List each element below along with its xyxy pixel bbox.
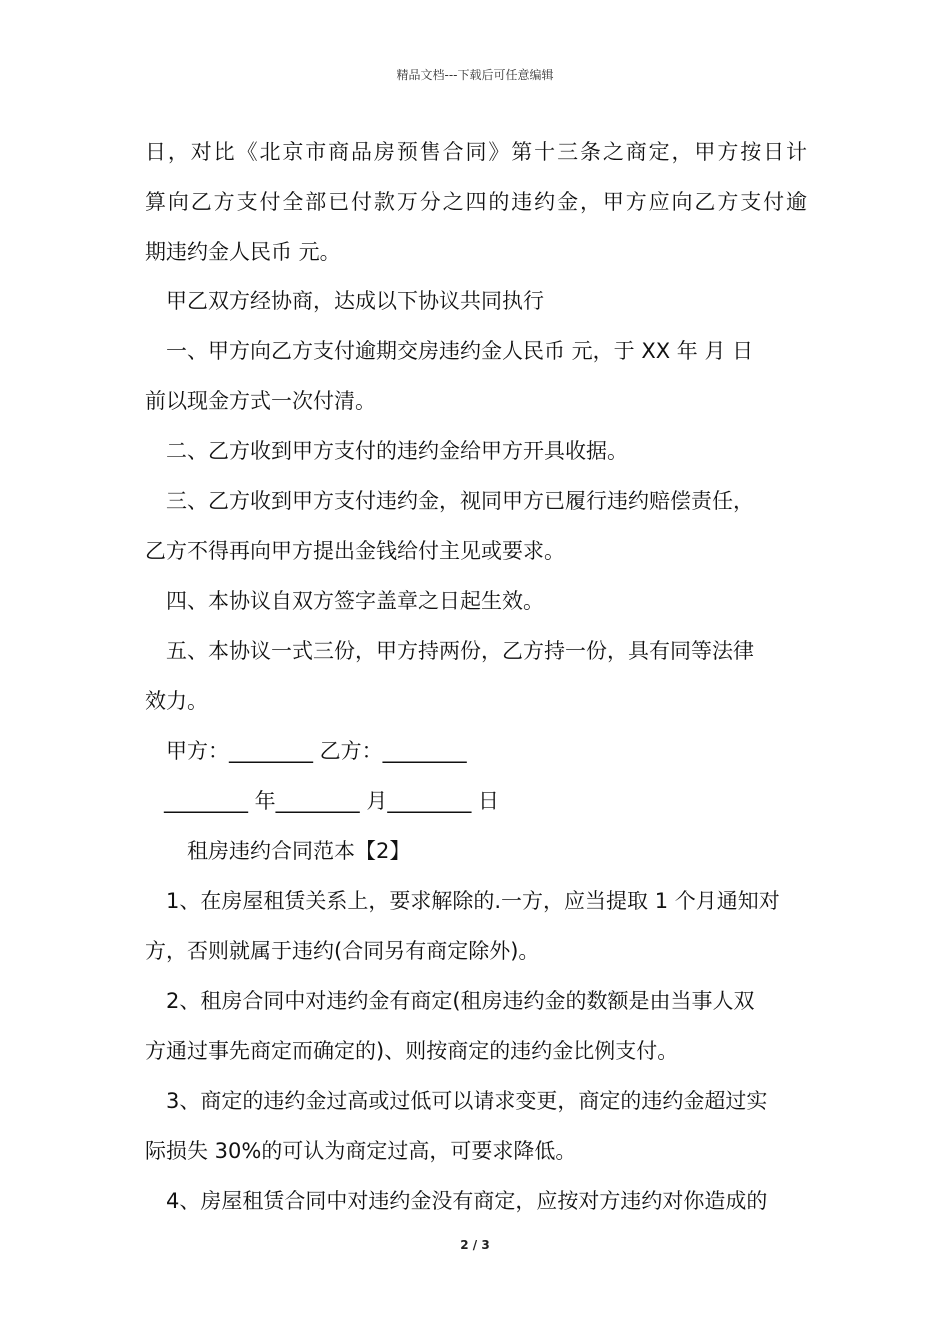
paragraph-line: 际损失 30%的可认为商定过高，可要求降低。 xyxy=(145,1139,577,1163)
page-number: 2 / 3 xyxy=(460,1238,490,1252)
paragraph-line: 甲乙双方经协商，达成以下协议共同执行 xyxy=(166,289,544,313)
paragraph-line: 1、在房屋租赁关系上，要求解除的.一方，应当提取 1 个月通知对 xyxy=(166,889,780,913)
signature-line: 甲方：________ 乙方：________ xyxy=(166,739,467,763)
paragraph-line: 4、房屋租赁合同中对违约金没有商定，应按对方违约对你造成的 xyxy=(166,1189,768,1213)
paragraph-line: 乙方不得再向甲方提出金钱给付主见或要求。 xyxy=(145,539,565,563)
paragraph-line: 期违约金人民币 元。 xyxy=(145,240,341,264)
paragraph-line: 三、乙方收到甲方支付违约金，视同甲方已履行违约赔偿责任， xyxy=(166,489,754,513)
page-header: 精品文档---下载后可任意编辑 xyxy=(396,68,554,82)
paragraph-line: 日，对比《北京市商品房预售合同》第十三条之商定，甲方按日计 xyxy=(145,140,807,164)
paragraph-line: 方通过事先商定而确定的)、则按商定的违约金比例支付。 xyxy=(145,1039,679,1063)
paragraph-line: 前以现金方式一次付清。 xyxy=(145,389,376,413)
date-line: ________ 年________ 月________ 日 xyxy=(164,789,500,813)
paragraph-line: 效力。 xyxy=(145,689,208,713)
paragraph-line: 方，否则就属于违约(合同另有商定除外)。 xyxy=(145,939,540,963)
paragraph-line: 2、租房合同中对违约金有商定(租房违约金的数额是由当事人双 xyxy=(166,989,755,1013)
paragraph-line: 二、乙方收到甲方支付的违约金给甲方开具收据。 xyxy=(166,439,628,463)
paragraph-line: 3、商定的违约金过高或过低可以请求变更，商定的违约金超过实 xyxy=(166,1089,768,1113)
section-heading: 租房违约合同范本【2】 xyxy=(187,839,411,863)
paragraph-line: 一、甲方向乙方支付逾期交房违约金人民币 元，于 XX 年 月 日 xyxy=(166,339,754,363)
paragraph-line: 四、本协议自双方签字盖章之日起生效。 xyxy=(166,589,544,613)
paragraph-line: 算向乙方支付全部已付款万分之四的违约金，甲方应向乙方支付逾 xyxy=(145,190,807,214)
paragraph-line: 五、本协议一式三份，甲方持两份，乙方持一份，具有同等法律 xyxy=(166,639,754,663)
